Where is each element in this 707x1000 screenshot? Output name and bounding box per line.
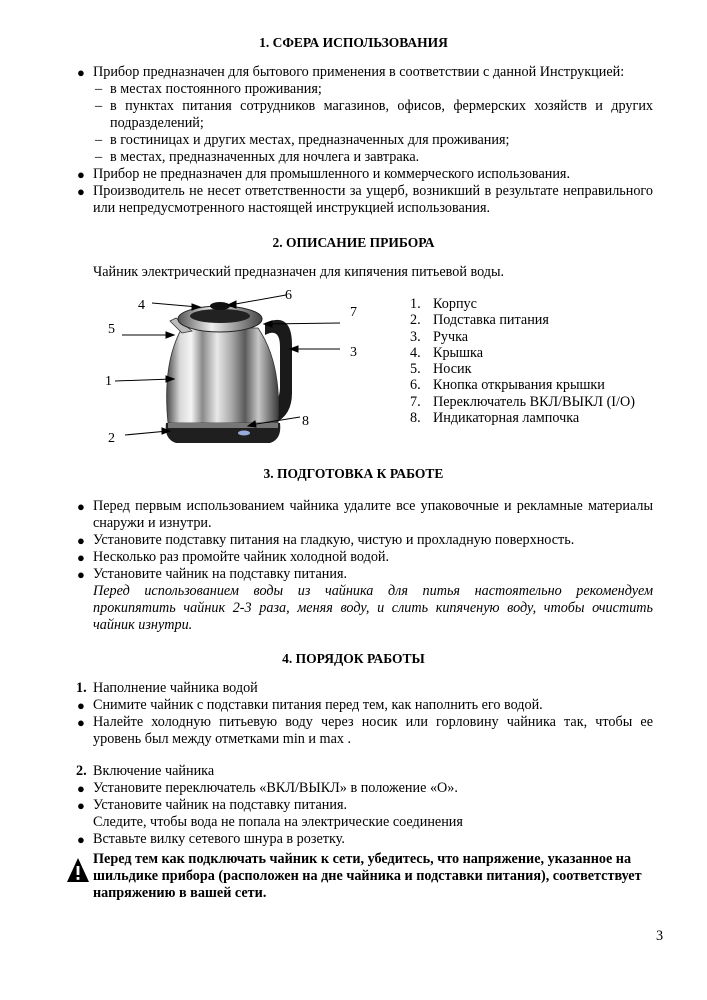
dash-icon: – bbox=[95, 81, 103, 97]
section-1-dash-2-line-2: подразделений; bbox=[110, 115, 204, 131]
section-3-bullet-2: Установите подставку питания на гладкую, чистую и прохладную поверхность. bbox=[93, 532, 575, 548]
callout-4: 4 bbox=[138, 298, 145, 313]
parts-list-item: 4. Крышка bbox=[410, 344, 483, 361]
warning-line-3: напряжению в вашей сети. bbox=[93, 885, 267, 901]
section-3-bullet-1-line-1: Перед первым использованием чайника удалите все упаковочные и рекламные материалы bbox=[93, 498, 653, 514]
section-1-bullet-3-line-2: или непредусмотренного настоящей инструкцией использования. bbox=[93, 200, 491, 216]
dash-icon: – bbox=[95, 98, 103, 114]
section-2-intro: Чайник электрический предназначен для кипячения питьевой воды. bbox=[93, 264, 505, 280]
section-3-note-line-3: чайник изнутри. bbox=[93, 617, 193, 633]
bullet-icon: ● bbox=[77, 550, 85, 565]
parts-list-item: 7. Переключатель ВКЛ/ВЫКЛ (I/O) bbox=[410, 393, 635, 410]
callout-2: 2 bbox=[108, 431, 115, 446]
step-1-title: Наполнение чайника водой bbox=[93, 680, 258, 696]
body-shape bbox=[167, 328, 279, 423]
parts-list-item: 8. Индикаторная лампочка bbox=[410, 410, 580, 427]
dash-icon: – bbox=[95, 132, 103, 148]
parts-list-item: 5. Носик bbox=[410, 361, 472, 378]
bullet-icon: ● bbox=[77, 781, 85, 796]
section-3-bullet-1-line-2: снаружи и изнутри. bbox=[93, 515, 212, 531]
indicator-light-shape bbox=[238, 431, 250, 436]
lid-button-shape bbox=[210, 302, 230, 310]
parts-list-item: 6. Кнопка открывания крышки bbox=[410, 377, 605, 394]
warning-line-2: шильдике прибора (расположен на дне чайника и подставки питания), соответствует bbox=[93, 868, 642, 884]
step-1-bullet-1: Снимите чайник с подставки питания перед тем, как наполнить его водой. bbox=[93, 697, 543, 713]
bullet-icon: ● bbox=[77, 533, 85, 548]
section-1-dash-3: в гостиницах и других местах, предназначенных для проживания; bbox=[110, 132, 510, 148]
section-1-dash-4: в местах, предназначенных для ночлега и завтрака. bbox=[110, 149, 420, 165]
callout-5: 5 bbox=[108, 322, 115, 337]
callout-8: 8 bbox=[302, 414, 309, 429]
step-2-title: Включение чайника bbox=[93, 763, 215, 779]
dash-icon: – bbox=[95, 149, 103, 165]
step-2-number: 2. bbox=[76, 763, 87, 779]
kettle-diagram bbox=[60, 283, 400, 453]
step-2-bullet-2-continued: Следите, чтобы вода не попала на электрические соединения bbox=[93, 814, 463, 830]
bullet-icon: ● bbox=[77, 567, 85, 582]
step-1-bullet-2-line-2: уровень был между отметками min и max . bbox=[93, 731, 352, 747]
bullet-icon: ● bbox=[77, 832, 85, 847]
parts-list-item: 2. Подставка питания bbox=[410, 312, 549, 329]
parts-list-item: 1. Корпус bbox=[410, 296, 477, 312]
step-2-bullet-1: Установите переключатель «ВКЛ/ВЫКЛ» в положение «О». bbox=[93, 780, 458, 796]
page-number: 3 bbox=[656, 928, 664, 944]
step-2-bullet-2: Установите чайник на подставку питания. bbox=[93, 797, 348, 813]
section-4-heading: 4. ПОРЯДОК РАБОТЫ bbox=[282, 651, 425, 666]
section-1-bullet-3-line-1: Производитель не несет ответственности за ущерб, возникший в результате неправильного bbox=[93, 183, 653, 199]
bullet-icon: ● bbox=[77, 167, 85, 182]
bullet-icon: ● bbox=[77, 698, 85, 713]
step-2-bullet-3: Вставьте вилку сетевого шнура в розетку. bbox=[93, 831, 345, 847]
section-1-dash-2-line-1: в пунктах питания сотрудников магазинов, офисов, фермерских хозяйств и других bbox=[110, 98, 653, 114]
section-1-heading: 1. СФЕРА ИСПОЛЬЗОВАНИЯ bbox=[259, 35, 448, 50]
step-1-number: 1. bbox=[76, 680, 87, 696]
callout-1: 1 bbox=[105, 374, 112, 389]
callout-6: 6 bbox=[285, 288, 292, 303]
bullet-icon: ● bbox=[77, 715, 85, 730]
section-2-heading: 2. ОПИСАНИЕ ПРИБОРА bbox=[272, 235, 435, 250]
bullet-icon: ● bbox=[77, 184, 85, 199]
section-1-bullet-2: Прибор не предназначен для промышленного и коммерческого использования. bbox=[93, 166, 571, 182]
section-3-bullet-3: Несколько раз промойте чайник холодной водой. bbox=[93, 549, 390, 565]
section-3-bullet-4: Установите чайник на подставку питания. bbox=[93, 566, 348, 582]
section-1-bullet-1: Прибор предназначен для бытового применения в соответствии с данной Инструкцией: bbox=[93, 64, 625, 80]
step-1-bullet-2-line-1: Налейте холодную питьевую воду через носик или горловину чайника так, чтобы ее bbox=[93, 714, 653, 730]
parts-list bbox=[410, 296, 670, 426]
section-3-note-line-2: прокипятить чайник 2-3 раза, меняя воду, и слить кипяченую воду, чтобы очистить bbox=[93, 600, 653, 616]
bullet-icon: ● bbox=[77, 499, 85, 514]
bullet-icon: ● bbox=[77, 798, 85, 813]
callout-3: 3 bbox=[350, 345, 357, 360]
warning-icon bbox=[66, 857, 90, 883]
section-3-note-line-1: Перед использованием воды из чайника для питья настоятельно рекомендуем bbox=[93, 583, 653, 599]
warning-line-1: Перед тем как подключать чайник к сети, убедитесь, что напряжение, указанное на bbox=[93, 851, 632, 867]
callout-7: 7 bbox=[350, 305, 357, 320]
section-1-dash-1: в местах постоянного проживания; bbox=[110, 81, 322, 97]
bullet-icon: ● bbox=[77, 65, 85, 80]
parts-list-item: 3. Ручка bbox=[410, 328, 469, 345]
section-3-heading: 3. ПОДГОТОВКА К РАБОТЕ bbox=[263, 466, 444, 481]
